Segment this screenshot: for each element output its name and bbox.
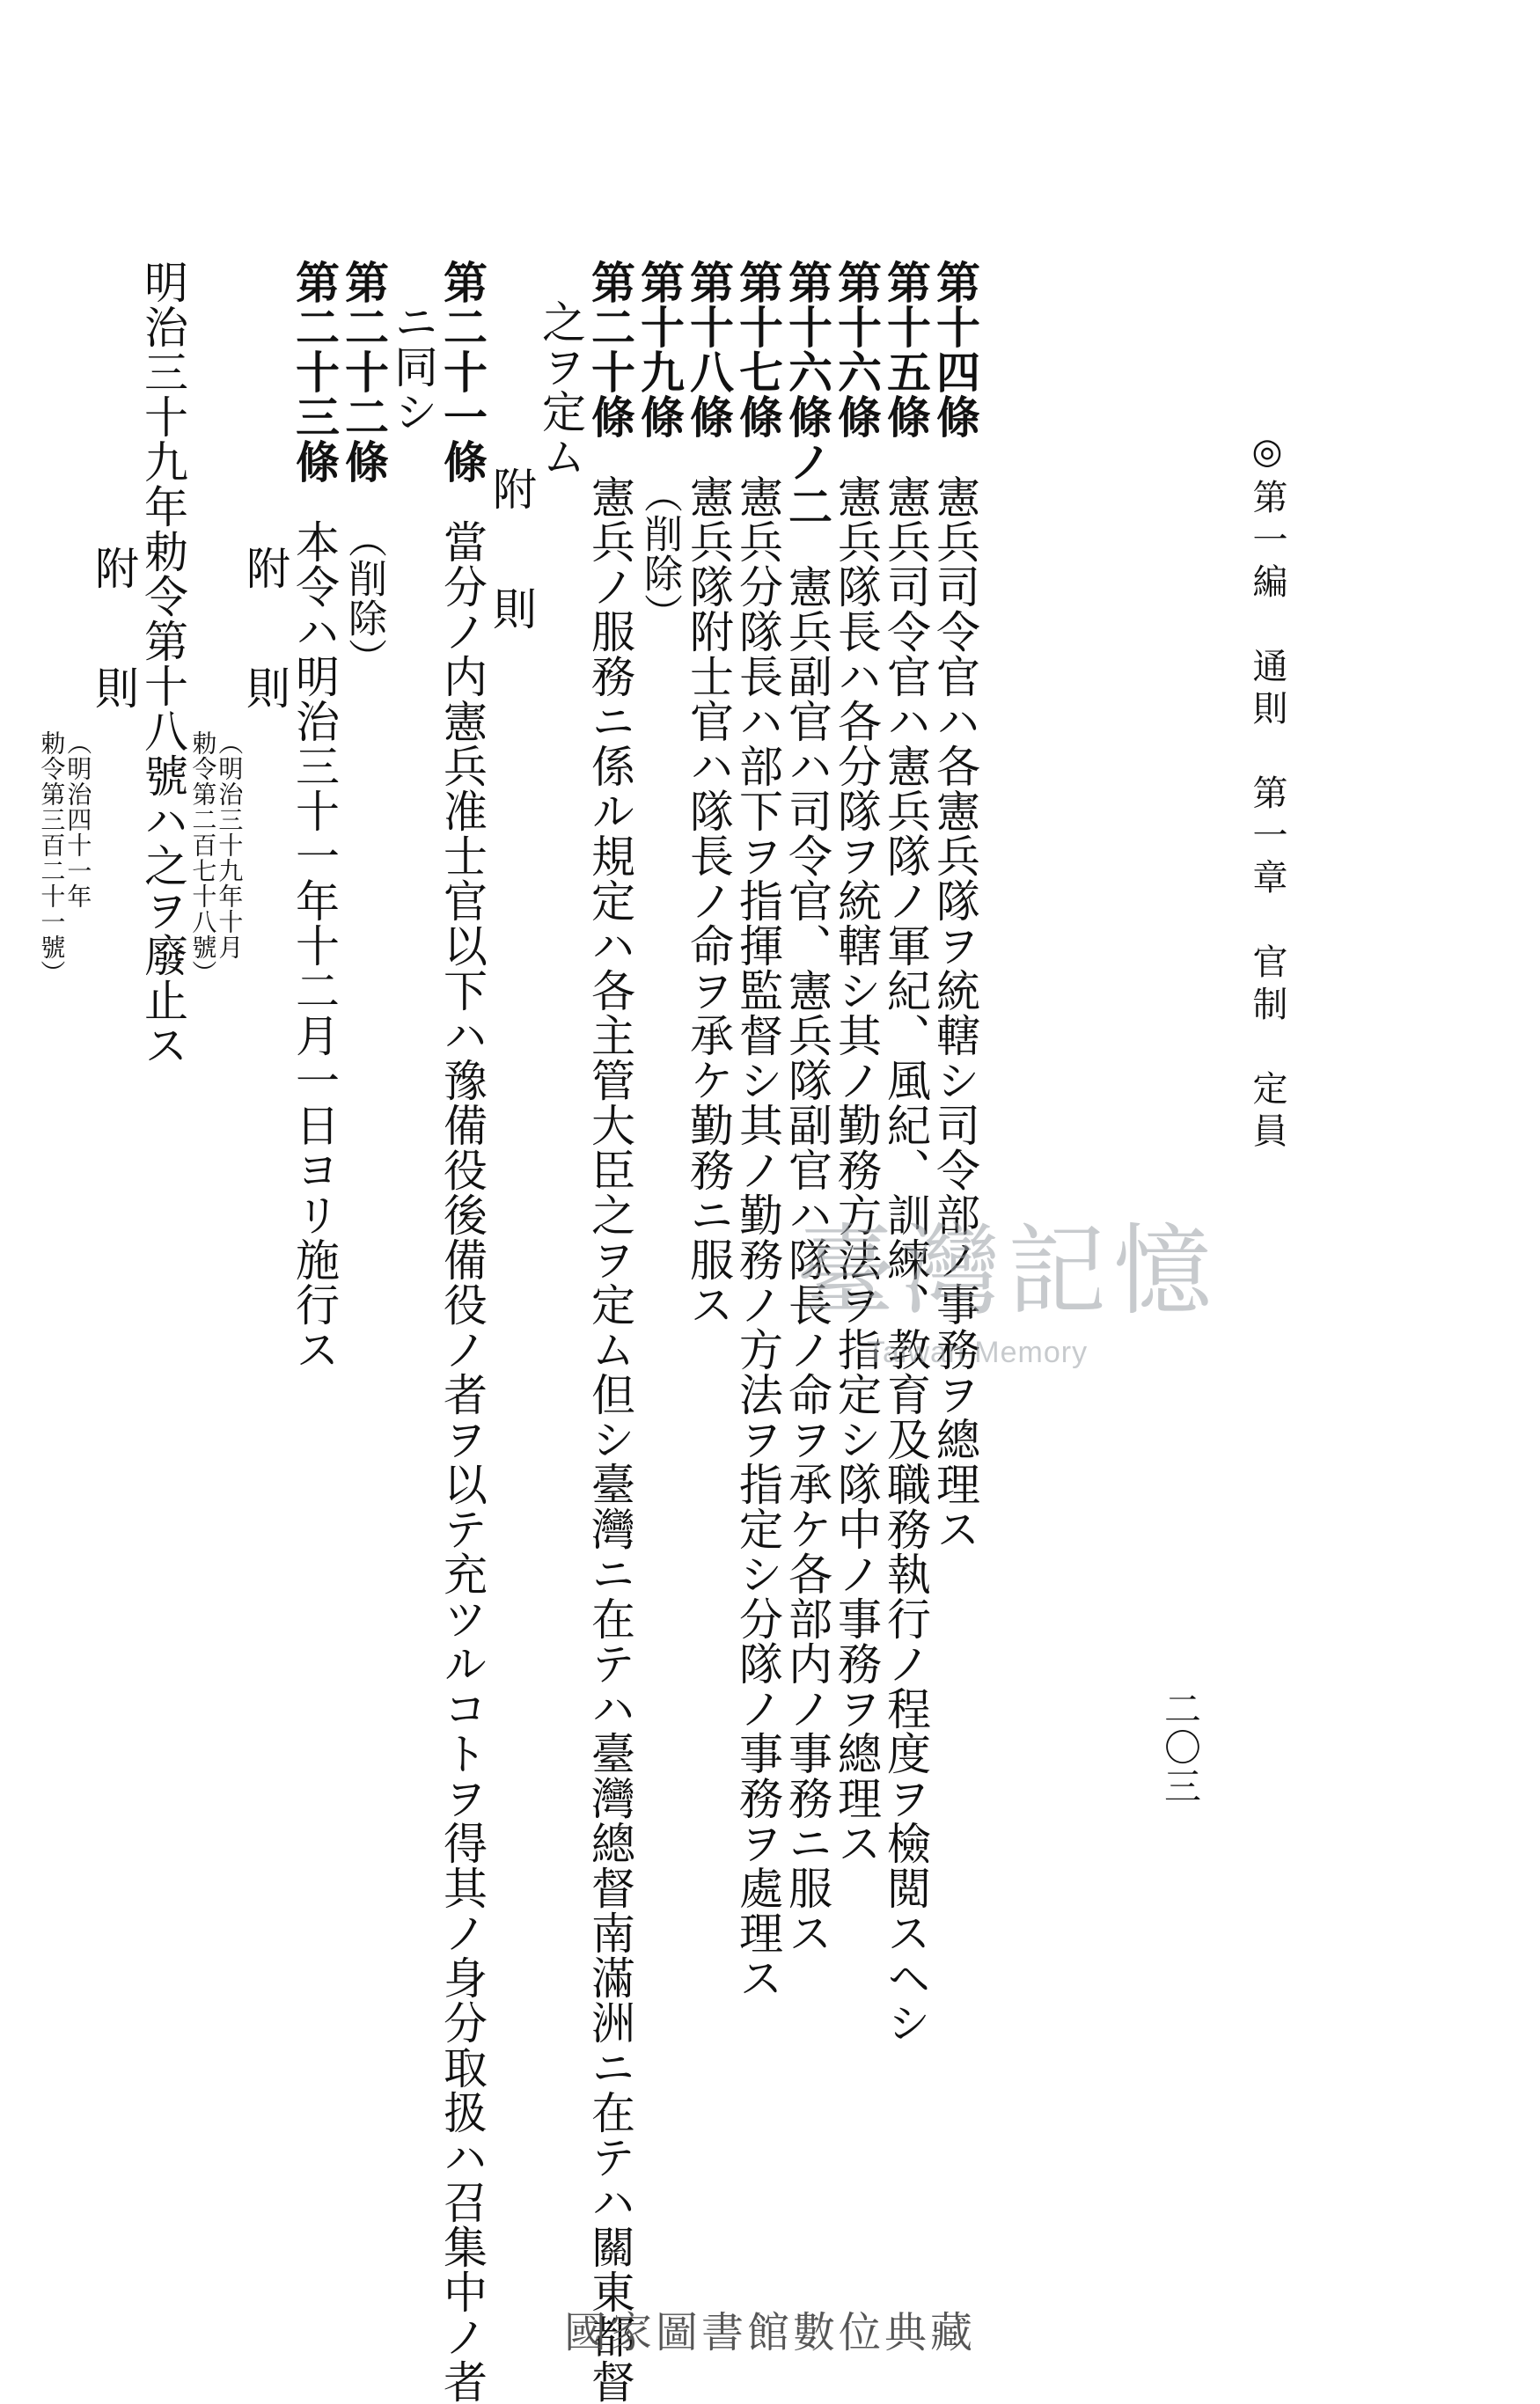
article-23-label: 第二十三條 [289,260,341,484]
article-22-label: 第二十二條 [338,260,390,484]
article-14-label: 第十四條 [929,260,981,439]
supplementary-heading-2: 附 則 [239,546,290,725]
article-21-text: 當分ノ内憲兵准士官以下ハ豫備役後備役ノ者ヲ以テ充ツルコトヲ得其ノ身分取扱ハ召集中ノ者 [436,519,488,2404]
article-20-text: 憲兵ノ服務ニ係ル規定ハ各主管大臣之ヲ定ム但シ臺灣ニ在テハ臺灣總督南滿洲ニ在テハ關東都督 [584,474,635,2404]
article-17-text: 憲兵分隊長ハ部下ヲ指揮監督シ其ノ勤務ノ方法ヲ指定シ分隊ノ事務ヲ處理ス [732,474,783,2000]
section-footer: ◎第一編 通則 第一章 官制 定員 [1247,431,1287,1154]
supplementary-note-2a: （明治三十九年十月 [215,730,245,960]
article-18 [683,260,735,1327]
article-15-label: 第十五條 [880,260,932,439]
article-19-text: （削除） [637,474,682,633]
article-22 [338,260,390,678]
article-23-text: 本令ハ明治三十一年十二月一日ヨリ施行ス [289,519,340,1372]
article-17-label: 第十七條 [732,260,784,439]
article-17 [732,260,784,2000]
article-21-continuation: ニ同シ [387,299,438,434]
article-16-2 [781,260,833,1955]
article-16-label: 第十六條 [831,260,883,439]
article-21 [436,260,488,2404]
article-23 [289,260,341,1372]
article-16-text: 憲兵隊長ハ各分隊ヲ統轄シ其ノ勤務方法ヲ指定シ隊中ノ事務ヲ總理ス [831,474,882,1865]
article-18-text: 憲兵隊附士官ハ隊長ノ命ヲ承ケ勤務ニ服ス [683,474,734,1327]
article-14-text: 憲兵司令官ハ各憲兵隊ヲ統轄シ司令部ノ事務ヲ總理ス [929,474,980,1551]
watermark-en: Taiwan Memory [867,1336,1089,1369]
article-18-label: 第十八條 [683,260,735,439]
supplementary-note-3a: （明治四十一年 [63,730,93,909]
supplementary-heading-1: 附 則 [486,466,537,646]
article-16 [831,260,883,1865]
article-20 [584,260,636,2404]
article-16-2-label: 第十六條ノ二 [781,260,833,529]
supplementary-note-3b: 勅令第三百二十一號） [37,730,67,986]
repeal-text: 明治三十九年勅令第十八號ハ之ヲ廢止ス [137,260,188,1067]
article-20-label: 第二十條 [584,260,636,439]
supplementary-heading-3: 附 則 [88,546,139,725]
article-19 [634,260,686,633]
article-15-text: 憲兵司令官ハ憲兵隊ノ軍紀、風紀、訓練、教育及職務執行ノ程度ヲ檢閲スヘシ [880,474,931,2045]
article-20-continuation: 之ヲ定ム [535,299,586,479]
article-19-label: 第十九條 [634,260,686,439]
supplementary-note-2b: 勅令第二百七十八號） [188,730,218,986]
article-16-2-text: 憲兵副官ハ司令官、憲兵隊副官ハ隊長ノ命ヲ承ケ各部内ノ事務ニ服ス [781,564,832,1955]
taiwan-memory-watermark [796,1192,1219,1370]
article-15 [880,260,932,2045]
page-number: 二〇三 [1159,1689,1202,1806]
library-credit: 國家圖書館數位典藏 [563,2308,976,2357]
article-22-text: （削除） [341,519,386,678]
article-21-label: 第二十一條 [436,260,488,484]
watermark-cjk: 臺灣記憶 [796,1214,1219,1329]
